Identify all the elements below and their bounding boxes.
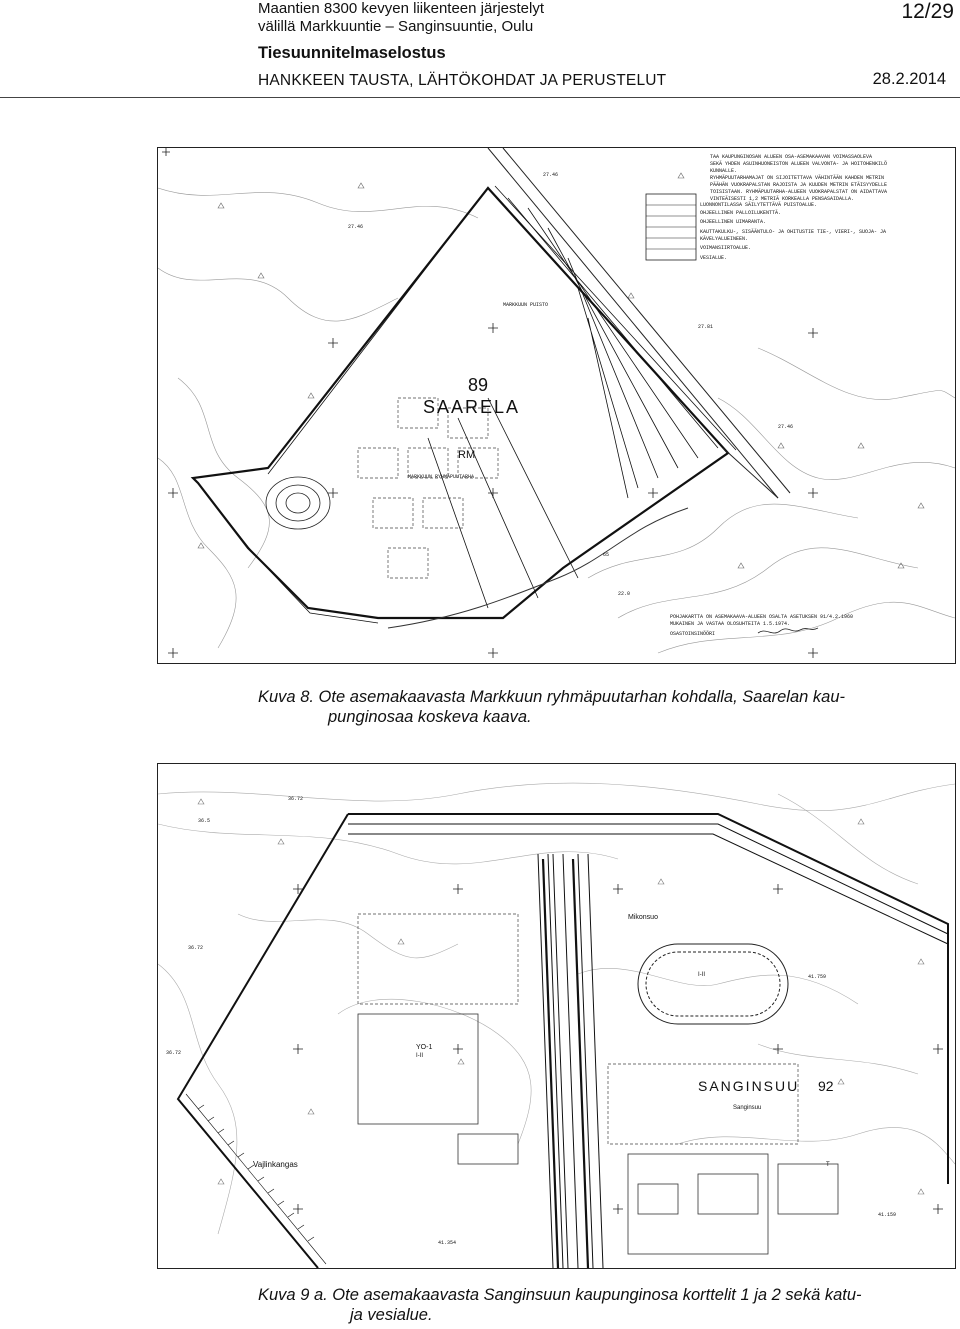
elevation-label: 65	[603, 552, 610, 558]
legend-row: VESIALUE.	[700, 255, 728, 261]
road-label: MARKKUUN RYHMÄPUUTARHA	[408, 474, 475, 480]
legend-row: OHJEELLINEN PALLOILUKENTTÄ.	[700, 210, 782, 216]
legend-row: KÄVELYALUEINEEN.	[700, 236, 749, 242]
block-label: MARKKUUN PUISTO	[503, 302, 549, 308]
page-number: 12/29	[901, 0, 954, 23]
district-number: 92	[818, 1078, 834, 1094]
legend-row: VINTEÄISESTI 1,2 METRIÄ KORKEALLA PENSASAIDALLA.	[710, 196, 855, 202]
zoning-map-saarela-drawing	[158, 148, 955, 663]
zoning-map-sanginsuu-drawing	[158, 764, 955, 1268]
zone-label: RM	[458, 449, 476, 461]
plan-legend	[646, 154, 887, 261]
stamp-line: OSASTOINSINÖÖRI	[670, 631, 716, 637]
signature	[758, 628, 818, 633]
district-number: 89	[468, 375, 489, 395]
place-name: Vajlinkangas	[253, 1160, 298, 1169]
page-header	[258, 0, 958, 100]
legend-row: KAUTTAKULKU-, SISÄÄNTULO- JA OHITUSTIE TIE-, VIERI-, SUOJA- JA	[700, 229, 887, 235]
legend-row: PÄÄHÄN VUOKRAPALSTAN RAJOISTA JA KUUDEN METRIN ETÄISYYDELLE	[710, 182, 888, 188]
zone-label: I-II	[698, 972, 705, 978]
figure-caption-8	[258, 687, 948, 727]
legend-row: OHJEELLINEN UIMARANTA.	[700, 219, 767, 225]
place-name: Sanginsuu	[733, 1105, 762, 1111]
caption-line: Kuva 8. Ote asemakaavasta Markkuun ryhmäpuutarhan kohdalla, Saarelan kau-	[258, 688, 845, 706]
document-title: Tiesuunnitelmaselostus	[258, 44, 446, 62]
elevation-label: 27.46	[348, 224, 364, 230]
elevation-label: 41.354	[438, 1240, 457, 1246]
elevation-label: 36.72	[166, 1050, 182, 1056]
elevation-label: 22.0	[618, 591, 631, 597]
legend-row: TOISISTAAN. RYHMÄPUUTARHA-ALUEEN VUOKRAPALSTAT ON AIDATTAVA	[710, 189, 888, 195]
sports-field	[638, 944, 788, 1024]
place-name: Mikonsuo	[628, 914, 658, 921]
legend-row: RYHMÄPUUTARHAMAJAT ON SIJOITETTAVA VÄHINTÄÄN KAHDEN METRIN	[710, 175, 885, 181]
legend-row: KUNNALLE.	[710, 168, 738, 174]
zone-label: YO-1	[416, 1044, 433, 1051]
stamp-line: MUKAINEN JA VASTAA OLOSUHTEITA 1.5.1974.	[670, 621, 791, 627]
elevation-label: 36.72	[288, 796, 304, 802]
elevation-label: 27.81	[698, 324, 714, 330]
legend-row: TAA KAUPUNGINOSAN ALUEEN OSA-ASEMAKAAVAN VOIMASSAOLEVA	[710, 154, 873, 160]
zoning-map-saarela	[157, 147, 956, 664]
elevation-label: 41.159	[878, 1212, 897, 1218]
elevation-label: 36.72	[188, 945, 204, 951]
legend-row: LUONNONTILASSA SÄILYTETTÄVÄ PUISTOALUE.	[700, 202, 818, 208]
circular-feature	[266, 477, 330, 529]
document-date: 28.2.2014	[872, 70, 946, 88]
plan-boundary	[178, 814, 948, 1268]
district-name: SANGINSUU	[698, 1078, 800, 1094]
caption-line: punginosaa koskeva kaava.	[328, 708, 532, 726]
project-title-line-2: välillä Markkuuntie – Sanginsuuntie, Oulu	[258, 18, 534, 35]
caption-line: ja vesialue.	[350, 1306, 433, 1324]
header-divider	[0, 97, 960, 98]
zone-label: I-II	[416, 1053, 423, 1059]
figure-caption-9a	[258, 1285, 948, 1325]
zoning-map-sanginsuu	[157, 763, 956, 1269]
elevation-label: 27.46	[778, 424, 794, 430]
project-title-line-1: Maantien 8300 kevyen liikenteen järjestelyt	[258, 0, 545, 17]
legend-row: SEKÄ YHDEN ASUINHUONEISTON ALUEEN VALVONTA- JA HOITOHENKILÖ	[710, 161, 888, 167]
district-name: SAARELA	[423, 397, 521, 417]
legend-row: VOIMANSIIRTOALUE.	[700, 245, 752, 251]
caption-line: Kuva 9 a. Ote asemakaavasta Sanginsuun kaupunginosa korttelit 1 ja 2 sekä katu-	[258, 1286, 862, 1304]
zone-label: T	[826, 1162, 830, 1168]
elevation-label: 27.46	[543, 172, 559, 178]
stamp-line: POHJAKARTTA ON ASEMAKAAVA-ALUEEN OSALTA ASETUKSEN 91/4.2.1960	[670, 614, 854, 620]
elevation-label: 41.759	[808, 974, 827, 980]
section-title: HANKKEEN TAUSTA, LÄHTÖKOHDAT JA PERUSTELUT	[258, 72, 667, 89]
certification-stamp	[670, 614, 853, 637]
elevation-label: 36.5	[198, 818, 211, 824]
